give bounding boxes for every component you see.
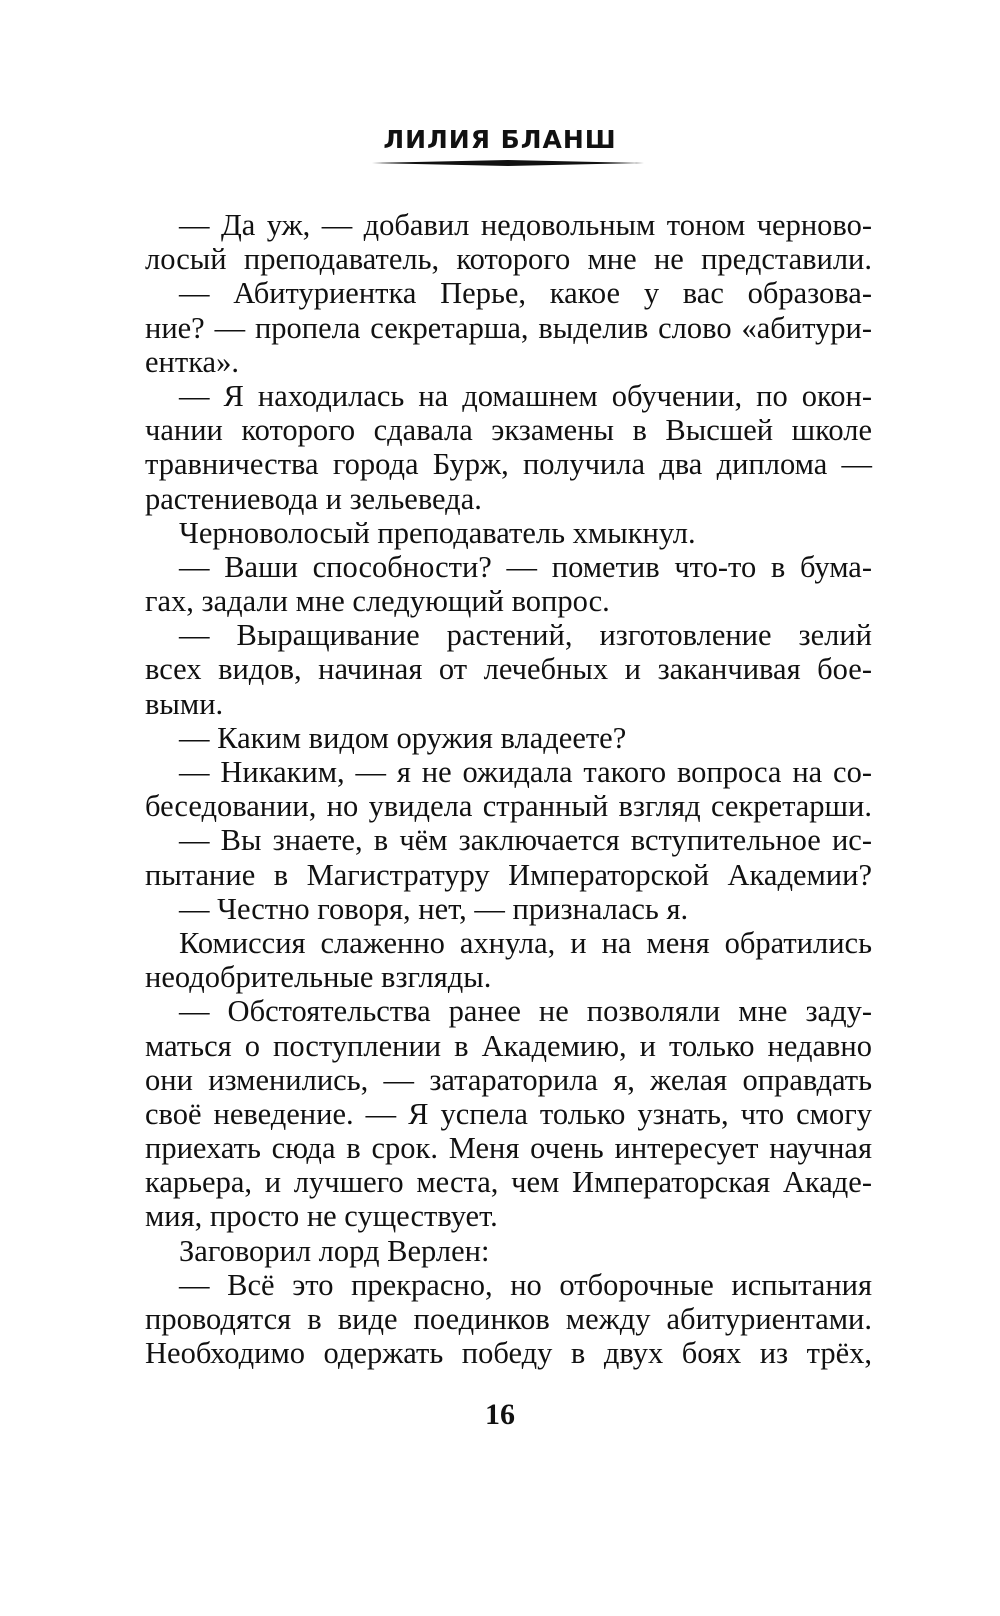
text-line: Заговорил лорд Верлен: xyxy=(179,1233,490,1268)
text-line: маться о поступлении в Академию, и только недавно xyxy=(145,1028,872,1063)
text-line: — Да уж, — добавил недовольным тоном черново- xyxy=(179,208,872,242)
text-line: — Ваши способности? — пометив что-то в бума- xyxy=(179,549,872,584)
body-text xyxy=(145,208,872,1370)
text-line: карьера, и лучшего места, чем Императорская Акаде- xyxy=(145,1165,872,1200)
text-line: всех видов, начиная от лечебных и заканчивая бое- xyxy=(145,652,872,687)
text-line: Черноволосый преподаватель хмыкнул. xyxy=(179,515,696,550)
author-name: ЛИЛИЯ БЛАНШ xyxy=(383,125,617,154)
text-line: — Обстоятельства ранее не позволяли мне заду- xyxy=(179,994,872,1029)
text-line: чании которого сдавала экзамены в Высшей школе xyxy=(145,413,872,448)
text-line: — Абитуриентка Перье, какое у вас образова- xyxy=(179,276,872,311)
text-line: — Выращивание растений, изготовление зелий xyxy=(179,618,872,653)
text-line: — Никаким, — я не ожидала такого вопроса на со- xyxy=(179,755,872,789)
text-line: растениевода и зельеведа. xyxy=(145,481,482,516)
text-line: — Честно говоря, нет, — призналась я. xyxy=(179,891,689,926)
text-line: они изменились, — затараторила я, желая оправдать xyxy=(145,1062,872,1097)
text-line: ентка». xyxy=(145,344,239,379)
text-line: своё неведение. — Я успела только узнать, что смогу xyxy=(145,1096,872,1131)
text-line: — Всё это прекрасно, но отборочные испытания xyxy=(179,1267,872,1302)
text-line: травничества города Бурж, получила два диплома — xyxy=(145,447,872,482)
text-line: — Каким видом оружия владеете? xyxy=(179,720,627,755)
page-number: 16 xyxy=(485,1398,515,1431)
header-rule xyxy=(372,160,644,166)
text-line: гах, задали мне следующий вопрос. xyxy=(145,584,610,619)
text-line: — Я находилась на домашнем обучении, по окон- xyxy=(179,378,872,413)
text-line: неодобрительные взгляды. xyxy=(145,960,492,995)
text-line: беседовании, но увидела странный взгляд секретарши. xyxy=(145,789,872,824)
text-line: — Вы знаете, в чём заключается вступительное ис- xyxy=(179,823,872,858)
text-line: выми. xyxy=(145,686,224,721)
text-line: проводятся в виде поединков между абитуриентами. xyxy=(145,1302,872,1336)
text-line: мия, просто не существует. xyxy=(145,1199,498,1234)
text-line: Комиссия слаженно ахнула, и на меня обратились xyxy=(179,925,872,960)
text-line: Необходимо одержать победу в двух боях из трёх, xyxy=(145,1336,872,1371)
text-line: ние? — пропела секретарша, выделив слово «абитури- xyxy=(145,310,872,345)
running-header xyxy=(0,125,1000,155)
text-line: лосый преподаватель, которого мне не представили. xyxy=(145,242,872,277)
text-line: пытание в Магистратуру Императорской Академии? xyxy=(145,857,872,892)
text-line: приехать сюда в срок. Меня очень интересует научная xyxy=(145,1131,872,1166)
